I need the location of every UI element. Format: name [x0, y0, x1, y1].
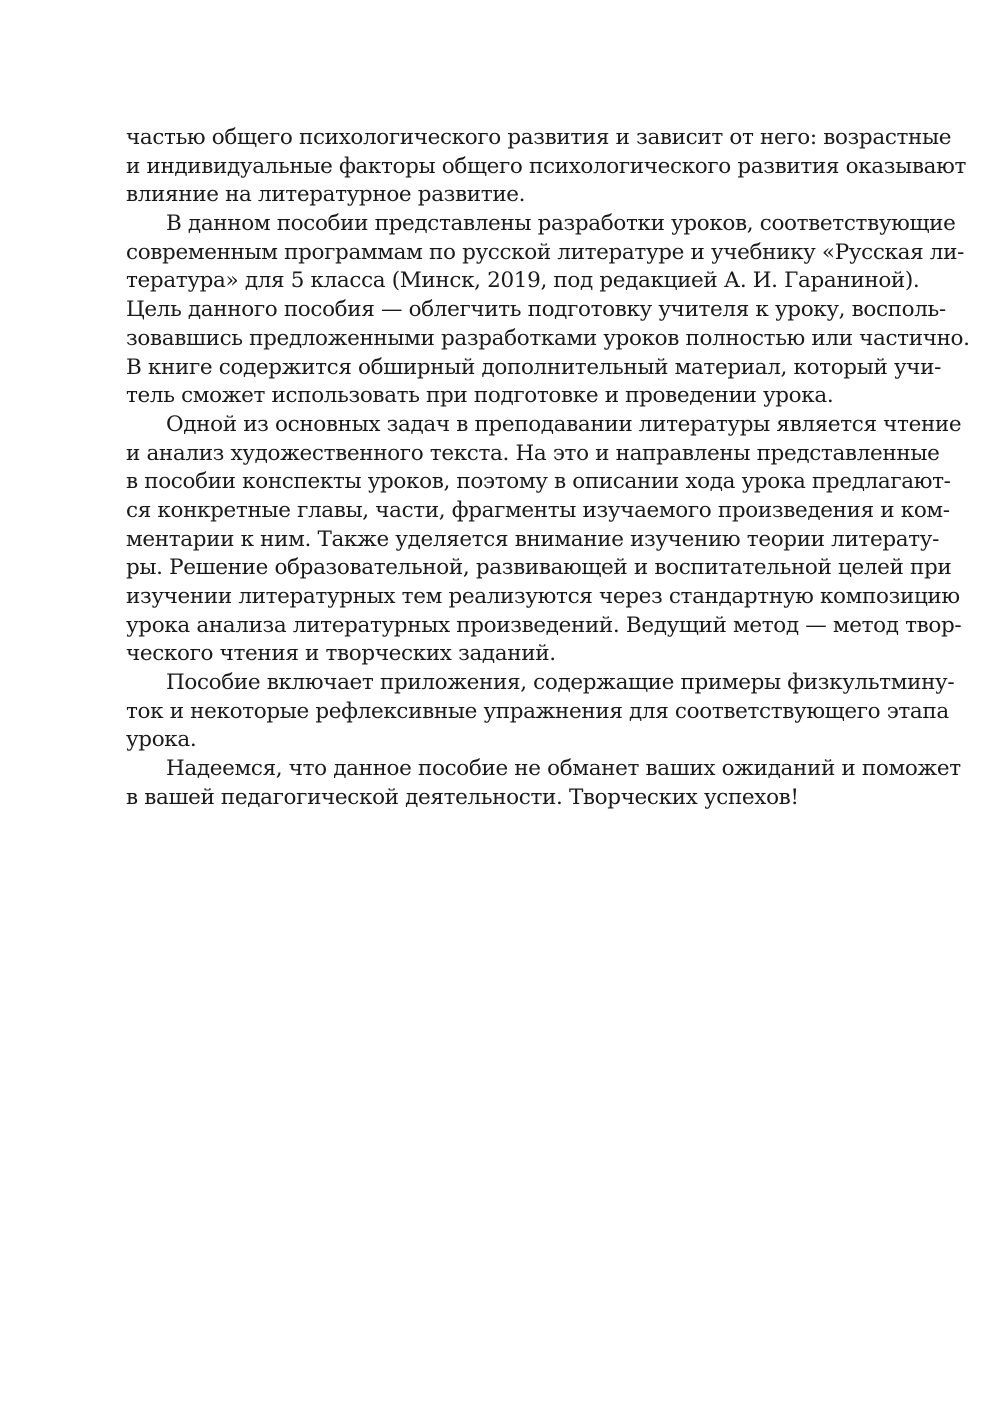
text-line: тература» для 5 класса (Минск, 2019, под редакцией А. И. Гараниной). [126, 268, 920, 294]
text-line: Пособие включает приложения, содержащие примеры физкультмину- [166, 670, 955, 696]
text-line: в пособии конспекты уроков, поэтому в описании хода урока предлагают- [126, 469, 951, 495]
text-line: ментарии к ним. Также уделяется внимание изучению теории литерату- [126, 526, 939, 552]
paragraph-3 [126, 411, 962, 669]
text-line: урока. [126, 727, 197, 753]
paragraph-2 [126, 210, 970, 411]
text-line: ры. Решение образовательной, развивающей и воспитательной целей при [126, 555, 952, 581]
text-line: тель сможет использовать при подготовке и проведении урока. [126, 383, 834, 409]
text-line: современным программам по русской литературе и учебнику «Русская ли- [126, 239, 964, 265]
paragraph-4 [126, 669, 955, 755]
text-line: влияние на литературное развитие. [126, 182, 526, 208]
paragraph-5 [126, 755, 961, 812]
document-page [126, 124, 970, 813]
text-line: зовавшись предложенными разработками уроков полностью или частично. [126, 325, 970, 351]
text-line: ческого чтения и творческих заданий. [126, 641, 556, 667]
text-line: Надеемся, что данное пособие не обманет ваших ожиданий и поможет [166, 756, 961, 782]
text-line: урока анализа литературных произведений. Ведущий метод — метод твор- [126, 612, 962, 638]
text-line: В данном пособии представлены разработки уроков, соответствующие [166, 211, 956, 237]
text-line: ся конкретные главы, части, фрагменты изучаемого произведения и ком- [126, 497, 950, 523]
text-line: изучении литературных тем реализуются через стандартную композицию [126, 584, 960, 609]
text-line: В книге содержится обширный дополнительный материал, который учи- [126, 354, 942, 380]
text-line: и анализ художественного текста. На это и направлены представленные [126, 440, 940, 466]
text-line: в вашей педагогической деятельности. Творческих успехов! [126, 784, 799, 810]
text-line: и индивидуальные факторы общего психологического развития оказывают [126, 153, 967, 179]
text-line: ток и некоторые рефлексивные упражнения для соответствующего этапа [126, 698, 949, 724]
paragraph-1 [126, 124, 967, 210]
text-line: частью общего психологического развития и зависит от него: возрастные [126, 125, 952, 150]
text-line: Цель данного пособия — облегчить подготовку учителя к уроку, восполь- [126, 297, 946, 323]
text-line: Одной из основных задач в преподавании литературы является чтение [166, 411, 962, 437]
